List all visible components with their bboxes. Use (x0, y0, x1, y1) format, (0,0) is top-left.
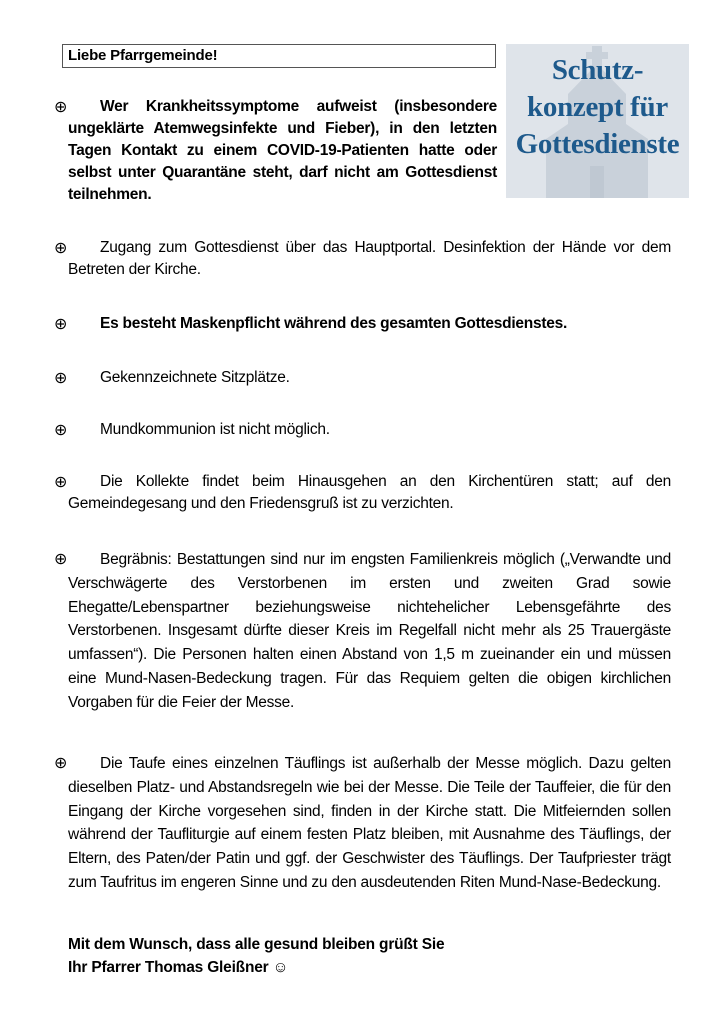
bullet-icon: ⊕ (54, 368, 68, 387)
list-item-text: Begräbnis: Bestattungen sind nur im engsten Familienkreis möglich („Verwandte und Verschwägerte des Verstorbenen im ersten und zweiten Grad sowie Ehegatte/Lebenspartner beziehungsweise nichtehelicher Lebensgefährte des Verstorbenen. Insgesamt dürfte dieser Kreis im Regelfall nicht mehr als 25 Trauergäste umfassen“). Die Personen halten einen Abstand von 1,5 m zueinander ein und müssen eine Mund-Nasen-Bedeckung tragen. Für das Requiem gelten die obigen kirchlichen Vorgaben für die Feier der Messe. (68, 551, 671, 711)
list-item-text: Es besteht Maskenpflicht während des gesamten Gottesdienstes. (100, 315, 568, 332)
list-item (68, 313, 671, 335)
list-item (68, 367, 671, 389)
logo-schutzkonzept (506, 44, 689, 198)
bullet-icon: ⊕ (54, 97, 68, 116)
list-item-text: Wer Krankheitssymptome aufweist (insbesondere ungeklärte Atemwegsinfekte und Fieber), in den letzten Tagen Kontakt zu einem COVID-19-Patienten hatte oder selbst unter Quarantäne steht, darf nicht am Gottesdienst teilnehmen. (68, 98, 497, 203)
list-item (68, 752, 671, 895)
list-item-text: Gekennzeichnete Sitzplätze. (100, 369, 290, 386)
bullet-icon: ⊕ (54, 314, 68, 333)
bullet-icon: ⊕ (54, 238, 68, 257)
bullet-icon: ⊕ (54, 549, 68, 568)
closing-line: Mit dem Wunsch, dass alle gesund bleiben grüßt Sie (68, 936, 445, 953)
greeting-heading: Liebe Pfarrgemeinde! (62, 44, 496, 68)
list-item (68, 419, 671, 441)
closing-signature (68, 933, 444, 979)
list-item (68, 96, 497, 206)
list-item (68, 471, 671, 515)
list-item-text: Die Taufe eines einzelnen Täuflings ist außerhalb der Messe möglich. Dazu gelten dieselben Platz- und Abstandsregeln wie bei der Messe. Die Teile der Tauffeier, die für den Eingang der Kirche vorgesehen sind, finden in der Kirche statt. Die Mitfeiernden sollen während der Taufliturgie auf einem festen Platz bleiben, mit Ausnahme des Täuflings, der Eltern, des Paten/der Patin und ggf. der Geschwister des Täuflings. Der Taufpriester trägt zum Taufritus im engeren Sinne und zu den ausdeutenden Riten Mund-Nase-Bedeckung. (68, 755, 671, 891)
list-item-text: Die Kollekte findet beim Hinausgehen an den Kirchentüren statt; auf den Gemeindegesang und den Friedensgruß ist zu verzichten. (68, 473, 671, 512)
list-item-text: Mundkommunion ist nicht möglich. (100, 421, 330, 438)
logo-text: Schutz- konzept für Gottesdienste (515, 54, 680, 160)
bullet-icon: ⊕ (54, 472, 68, 491)
list-item (68, 237, 671, 281)
list-item (68, 548, 671, 715)
bullet-icon: ⊕ (54, 420, 68, 439)
signature-line: Ihr Pfarrer Thomas Gleißner ☺ (68, 959, 289, 976)
list-item-text: Zugang zum Gottesdienst über das Hauptportal. Desinfektion der Hände vor dem Betreten der Kirche. (68, 239, 671, 278)
bullet-icon: ⊕ (54, 753, 68, 772)
